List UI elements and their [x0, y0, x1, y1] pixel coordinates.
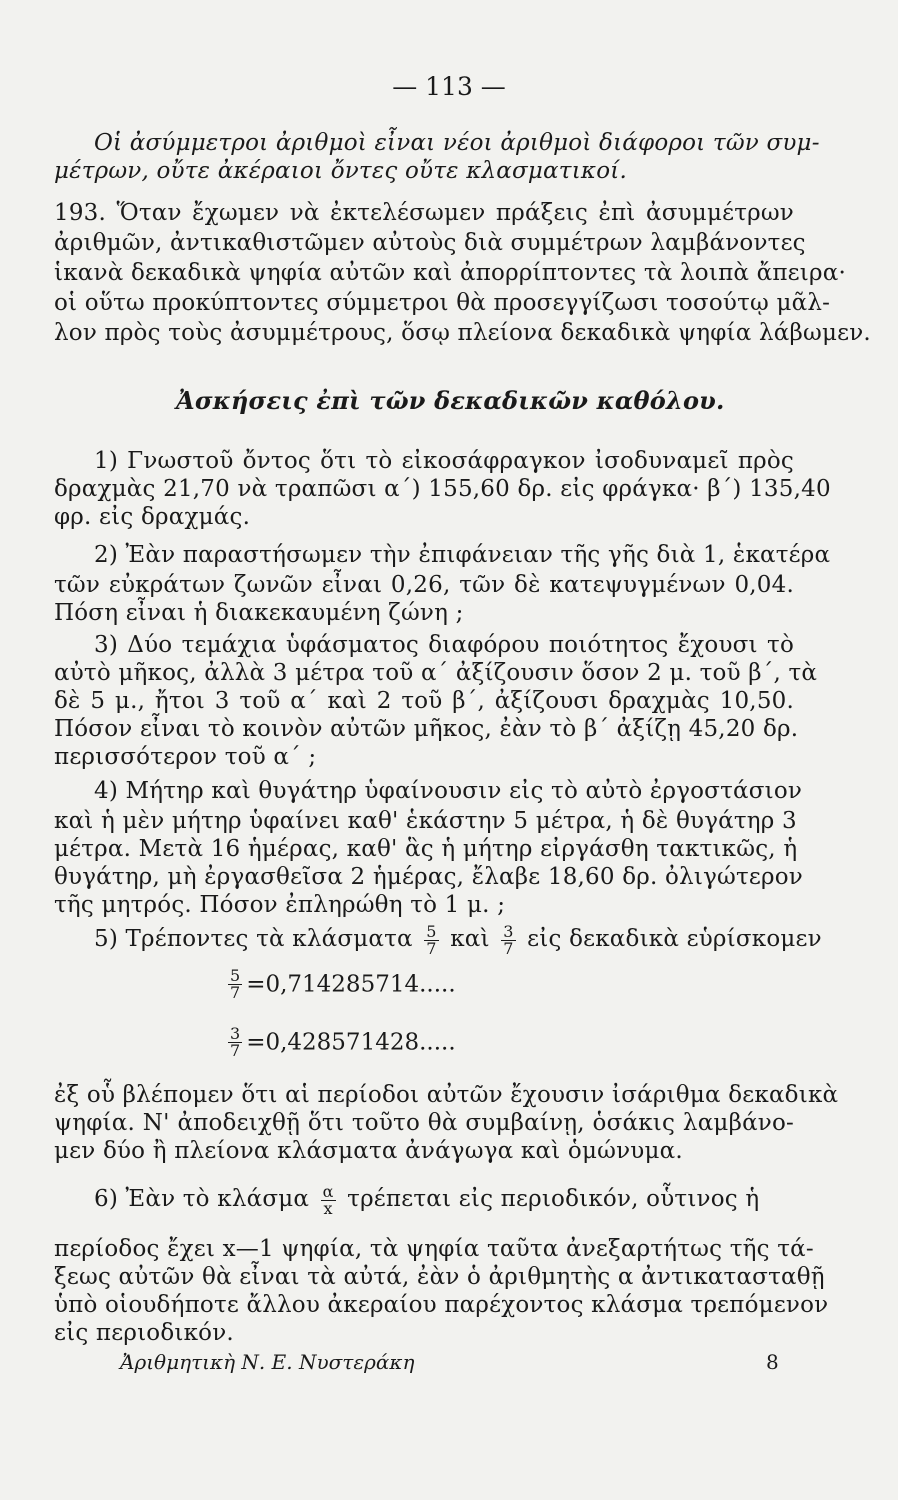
intro-line-1: Οἱ ἀσύμμετροι ἀριθμοὶ εἶναι νέοι ἀριθμοὶ διάφοροι τῶν συμ- [94, 130, 820, 156]
exercises-heading: Ἀσκήσεις ἐπὶ τῶν δεκαδικῶν καθόλου. [176, 386, 725, 415]
footer-title: Ἀριθμητικὴ Ν. Ε. Νυστεράκη [120, 1350, 415, 1374]
exercise-4-line-4: θυγάτηρ, μὴ ἐργασθεῖσα 2 ἡμέρας, ἔλαβε 18,60 δρ. ὀλιγώτερον [54, 864, 803, 890]
exercise-1-line-3: φρ. εἰς δραχμάς. [54, 504, 251, 530]
exercise-6-line-3: ξεως αὐτῶν θὰ εἶναι τὰ αὐτά, ἐὰν ὁ ἀριθμητὴς α ἀντικατασταθῇ [54, 1264, 825, 1290]
exercise-3-line-4: Πόσον εἶναι τὸ κοινὸν αὐτῶν μῆκος, ἐὰν τὸ β΄ ἀξίζῃ 45,20 δρ. [54, 716, 799, 742]
section-193-line-4: οἱ οὕτω προκύπτοντες σύμμετροι θὰ προσεγγίζωσι τοσούτῳ μᾶλ- [54, 290, 831, 316]
exercise-6-lead: 6) Ἐὰν τὸ κλάσμα [94, 1186, 310, 1212]
equation-5-7-value: =0,714285714..... [246, 971, 456, 998]
exercise-4-line-5: τῆς μητρός. Πόσον ἐπληρώθη τὸ 1 μ. ; [54, 892, 506, 918]
fraction-5-7: $\frac{5}{7}$ [426, 921, 437, 958]
exercise-5-line-1 [94, 916, 822, 962]
exercise-6-line-2: περίοδος ἔχει x—1 ψηφία, τὰ ψηφία ταῦτα ἀνεξαρτήτως τῆς τά- [54, 1236, 814, 1262]
exercise-2-line-1: 2) Ἐὰν παραστήσωμεν τὴν ἐπιφάνειαν τῆς γῆς διὰ 1, ἑκατέρα [94, 542, 831, 568]
exercise-5-after-line-2: ψηφία. Ν' ἀποδειχθῇ ὅτι τοῦτο θὰ συμβαίνῃ, ὁσάκις λαμβάνο- [54, 1110, 794, 1136]
exercise-1-line-1: 1) Γνωστοῦ ὄντος ὅτι τὸ εἰκοσάφραγκον ἰσοδυναμεῖ πρὸς [94, 448, 794, 474]
equation-3-7: $\frac{3}{7}$ =0,428571428..... [230, 1024, 456, 1060]
exercise-2-line-3: Πόση εἶναι ἡ διακεκαυμένη ζώνη ; [54, 600, 464, 626]
exercise-6-line-1 [94, 1176, 794, 1222]
section-193-line-2: ἀριθμῶν, ἀντικαθιστῶμεν αὐτοὺς διὰ συμμέτρων λαμβάνοντες [54, 230, 806, 256]
section-193-line-5: λον πρὸς τοὺς ἀσυμμέτρους, ὅσῳ πλείονα δεκαδικὰ ψηφία λάβωμεν. [54, 320, 871, 346]
fraction-a-x: $\frac{\alpha}{x}$ [322, 1181, 334, 1218]
exercise-4-line-1: 4) Μήτηρ καὶ θυγάτηρ ὑφαίνουσιν εἰς τὸ αὐτὸ ἐργοστάσιον [94, 778, 803, 804]
equation-3-7-value: =0,428571428..... [246, 1029, 456, 1056]
exercise-5-after-line-1: ἐξ οὗ βλέπομεν ὅτι αἱ περίοδοι αὐτῶν ἔχουσιν ἰσάριθμα δεκαδικὰ [54, 1082, 839, 1108]
exercise-6-line-4: ὑπὸ οἱουδήποτε ἄλλου ἀκεραίου παρέχοντος κλάσμα τρεπόμενον [54, 1292, 829, 1318]
exercise-4-line-2: καὶ ἡ μὲν μήτηρ ὑφαίνει καθ' ἑκάστην 5 μέτρα, ἡ δὲ θυγάτηρ 3 [54, 808, 797, 834]
exercise-2-line-2: τῶν εὐκράτων ζωνῶν εἶναι 0,26, τῶν δὲ κατεψυγμένων 0,04. [54, 572, 794, 598]
exercise-5-tail: εἰς δεκαδικὰ εὑρίσκομεν [527, 926, 822, 952]
exercise-3-line-5: περισσότερον τοῦ α΄ ; [54, 744, 317, 770]
exercise-3-line-3: δὲ 5 μ., ἤτοι 3 τοῦ α΄ καὶ 2 τοῦ β΄, ἀξίζουσι δραχμὰς 10,50. [54, 688, 794, 714]
exercise-4-line-3: μέτρα. Μετὰ 16 ἡμέρας, καθ' ἃς ἡ μήτηρ εἰργάσθη τακτικῶς, ἡ [54, 836, 798, 862]
section-193-line-1: 193. Ὅταν ἔχωμεν νὰ ἐκτελέσωμεν πράξεις ἐπὶ ἀσυμμέτρων [54, 200, 794, 226]
exercise-6-line-5: εἰς περιοδικόν. [54, 1320, 234, 1346]
exercise-5-after-line-3: μεν δύο ἢ πλείονα κλάσματα ἀνάγωγα καὶ ὁμώνυμα. [54, 1138, 683, 1164]
exercise-6-tail: τρέπεται εἰς περιοδικόν, οὗτινος ἡ [347, 1186, 760, 1212]
exercise-5-and: καὶ [450, 926, 490, 952]
intro-line-2: μέτρων, οὔτε ἀκέραιοι ὄντες οὔτε κλασματικοί. [54, 158, 627, 184]
equation-5-7: $\frac{5}{7}$ =0,714285714..... [230, 966, 456, 1002]
exercise-3-line-2: αὐτὸ μῆκος, ἀλλὰ 3 μέτρα τοῦ α΄ ἀξίζουσιν ὅσον 2 μ. τοῦ β΄, τὰ [54, 660, 818, 686]
exercise-5-lead: 5) Τρέποντες τὰ κλάσματα [94, 926, 413, 952]
exercise-1-line-2: δραχμὰς 21,70 νὰ τραπῶσι α΄) 155,60 δρ. εἰς φράγκα· β΄) 135,40 [54, 476, 831, 502]
footer-signature: 8 [766, 1350, 779, 1374]
fraction-3-7: $\frac{3}{7}$ [503, 921, 514, 958]
section-193-line-3: ἱκανὰ δεκαδικὰ ψηφία αὐτῶν καὶ ἀπορρίπτοντες τὰ λοιπὰ ἄπειρα· [54, 260, 846, 286]
exercise-3-line-1: 3) Δύο τεμάχια ὑφάσματος διαφόρου ποιότητος ἔχουσι τὸ [94, 632, 794, 658]
page-number: — 113 — [392, 72, 506, 101]
